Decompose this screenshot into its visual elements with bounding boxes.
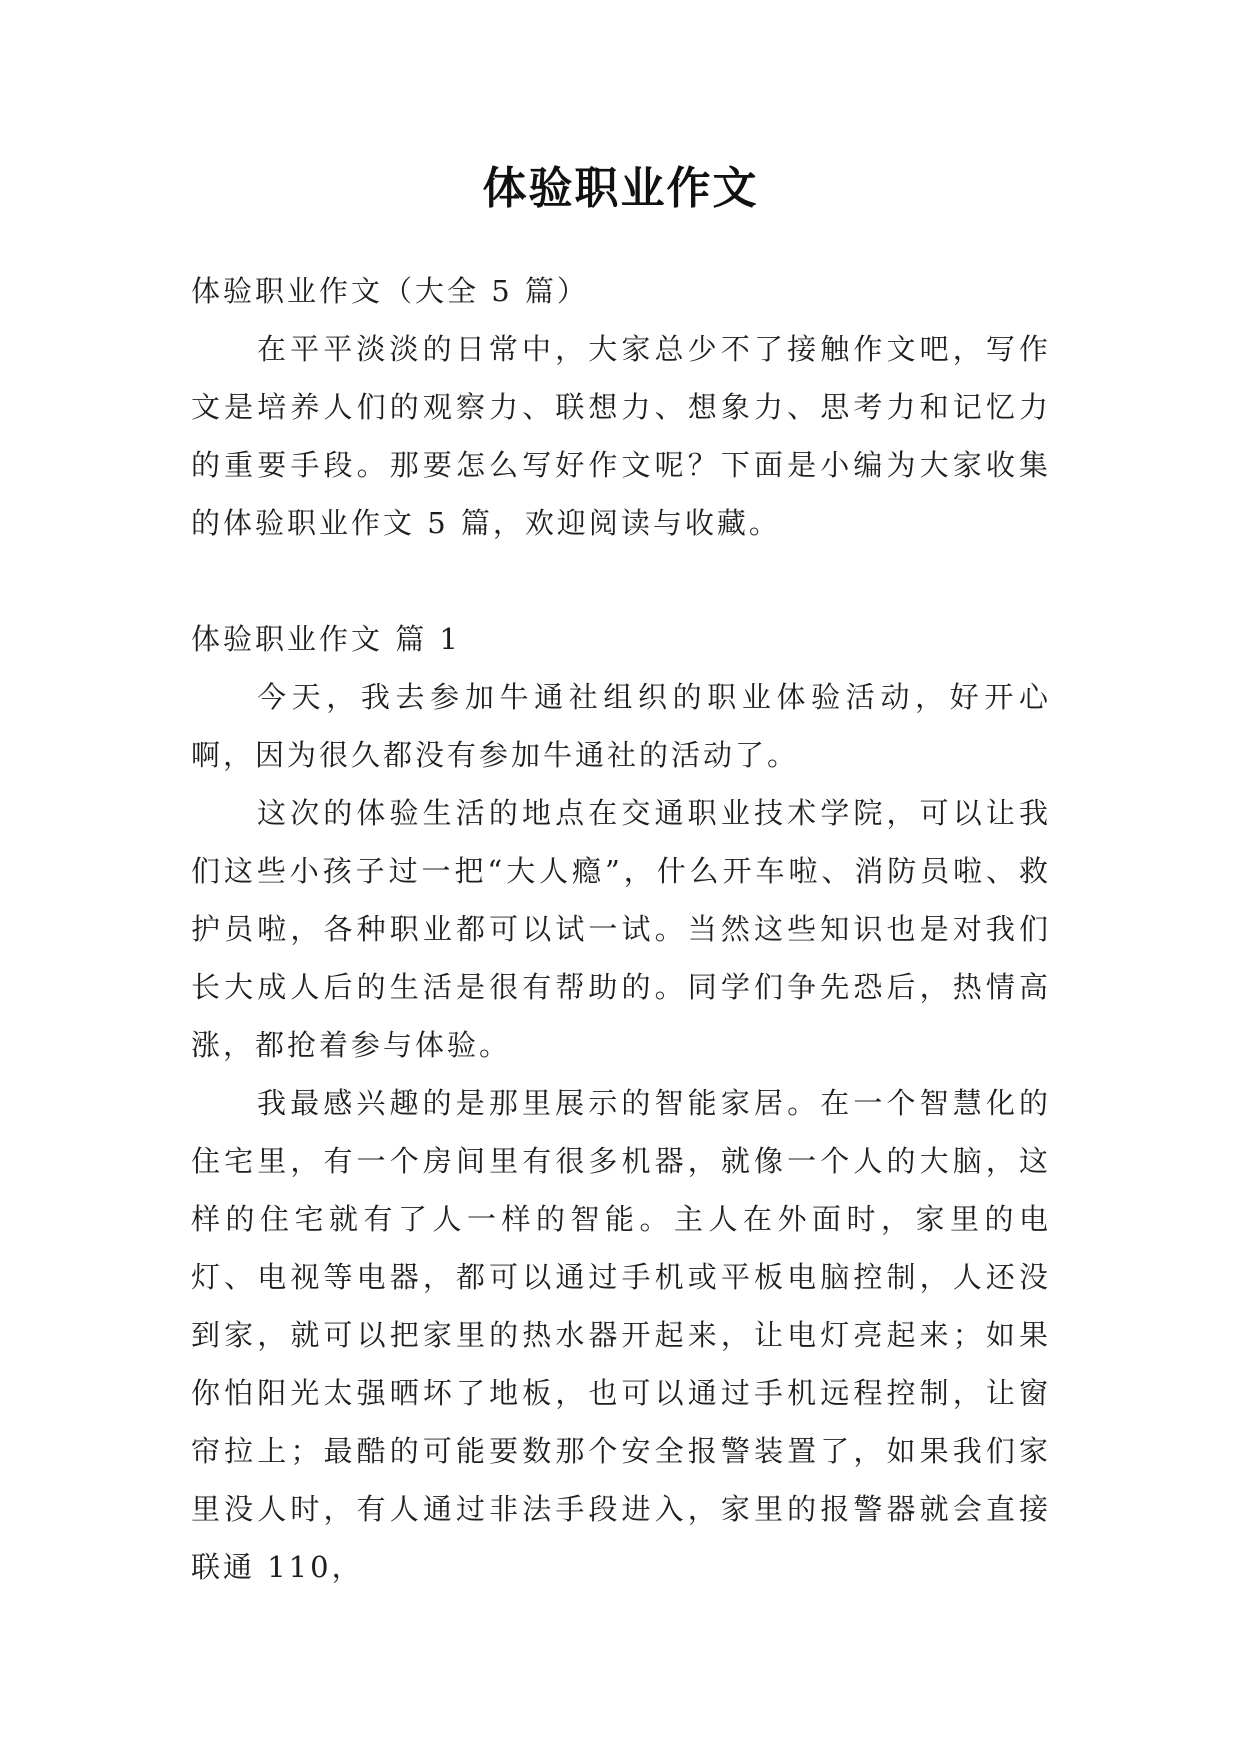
intro-heading: 体验职业作文（大全 5 篇） — [191, 274, 589, 308]
intro-paragraph: 在平平淡淡的日常中，大家总少不了接触作文吧，写作文是培养人们的观察力、联想力、想象力、思考力和记忆力的重要手段。那要怎么写好作文呢？下面是小编为大家收集的体验职业作文 5 篇，欢迎阅读与收藏。 — [191, 332, 1051, 540]
paragraph-3: 我最感兴趣的是那里展示的智能家居。在一个智慧化的住宅里，有一个房间里有很多机器，就像一个人的大脑，这样的住宅就有了人一样的智能。主人在外面时，家里的电灯、电视等电器，都可以通过手机或平板电脑控制，人还没到家，就可以把家里的热水器开起来，让电灯亮起来；如果你怕阳光太强晒坏了地板，也可以通过手机远程控制，让窗帘拉上；最酷的可能要数那个安全报警装置了，如果我们家里没人时，有人通过非法手段进入，家里的报警器就会直接联通 110， — [191, 1086, 1051, 1584]
paragraph-2: 这次的体验生活的地点在交通职业技术学院，可以让我们这些小孩子过一把“大人瘾”，什么开车啦、消防员啦、救护员啦，各种职业都可以试一试。当然这些知识也是对我们长大成人后的生活是很有帮助的。同学们争先恐后，热情高涨，都抢着参与体验。 — [191, 796, 1051, 1062]
document-title: 体验职业作文 — [482, 163, 759, 214]
document-body — [191, 262, 1051, 1596]
paragraph-1: 今天，我去参加牛通社组织的职业体验活动，好开心啊，因为很久都没有参加牛通社的活动了。 — [191, 680, 1051, 772]
section-spacer — [191, 552, 1051, 610]
section-heading: 体验职业作文 篇 1 — [191, 622, 461, 656]
